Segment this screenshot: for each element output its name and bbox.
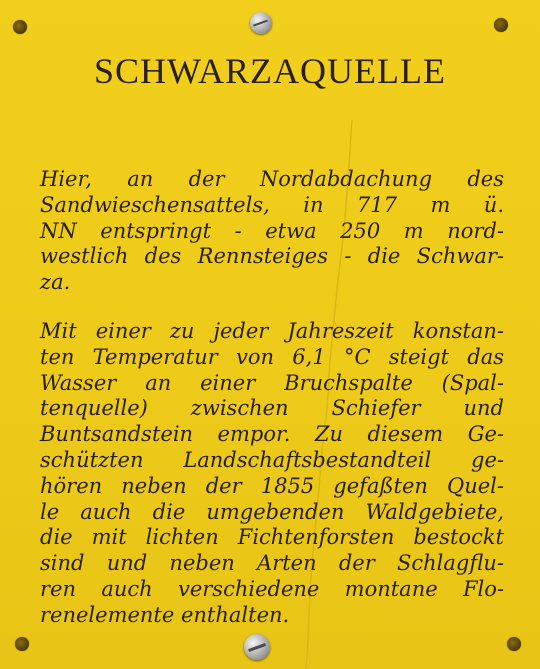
- text-line: Hier, an der Nordabdachung des: [40, 167, 504, 191]
- rivet-top-right: [494, 18, 508, 32]
- text-line: le auch die umgebenden Waldgebiete,: [40, 499, 504, 524]
- text-line: schützten Landschaftsbestandteil ge-: [40, 447, 504, 472]
- paragraph-location: [40, 167, 504, 296]
- screw-bottom-center: [244, 634, 270, 660]
- sign-title: SCHWARZAQUELLE: [94, 51, 446, 91]
- text-line: westlich des Rennsteiges - die Schwar-: [40, 244, 504, 269]
- text-line: Mit einer zu jeder Jahreszeit konstan-: [40, 319, 504, 343]
- text-line: Sandwieschensattels, in 717 m ü.: [40, 192, 504, 217]
- text-line: hören neben der 1855 gefaßten Quel-: [40, 473, 504, 498]
- text-line: tenquelle) zwischen Schiefer und: [40, 396, 504, 421]
- text-line: Wasser an einer Bruchspalte (Spal-: [40, 370, 504, 395]
- text-line: sind und neben Arten der Schlagflu-: [40, 551, 504, 576]
- text-line: die mit lichten Fichtenforsten bestockt: [40, 525, 504, 550]
- text-line: Buntsandstein empor. Zu diesem Ge-: [40, 422, 504, 447]
- screw-top-center: [250, 12, 272, 34]
- text-line: ren auch verschiedene montane Flo-: [40, 576, 504, 601]
- text-line: za.: [40, 270, 71, 295]
- text-line: ten Temperatur von 6,1 °C steigt das: [40, 344, 504, 369]
- rivet-bottom-left: [15, 637, 29, 651]
- text-line: NN entspringt - etwa 250 m nord-: [40, 218, 504, 243]
- paragraph-description: [40, 319, 504, 629]
- rivet-top-left: [13, 20, 27, 34]
- text-line: renelemente enthalten.: [40, 602, 290, 627]
- rivet-bottom-right: [507, 637, 521, 651]
